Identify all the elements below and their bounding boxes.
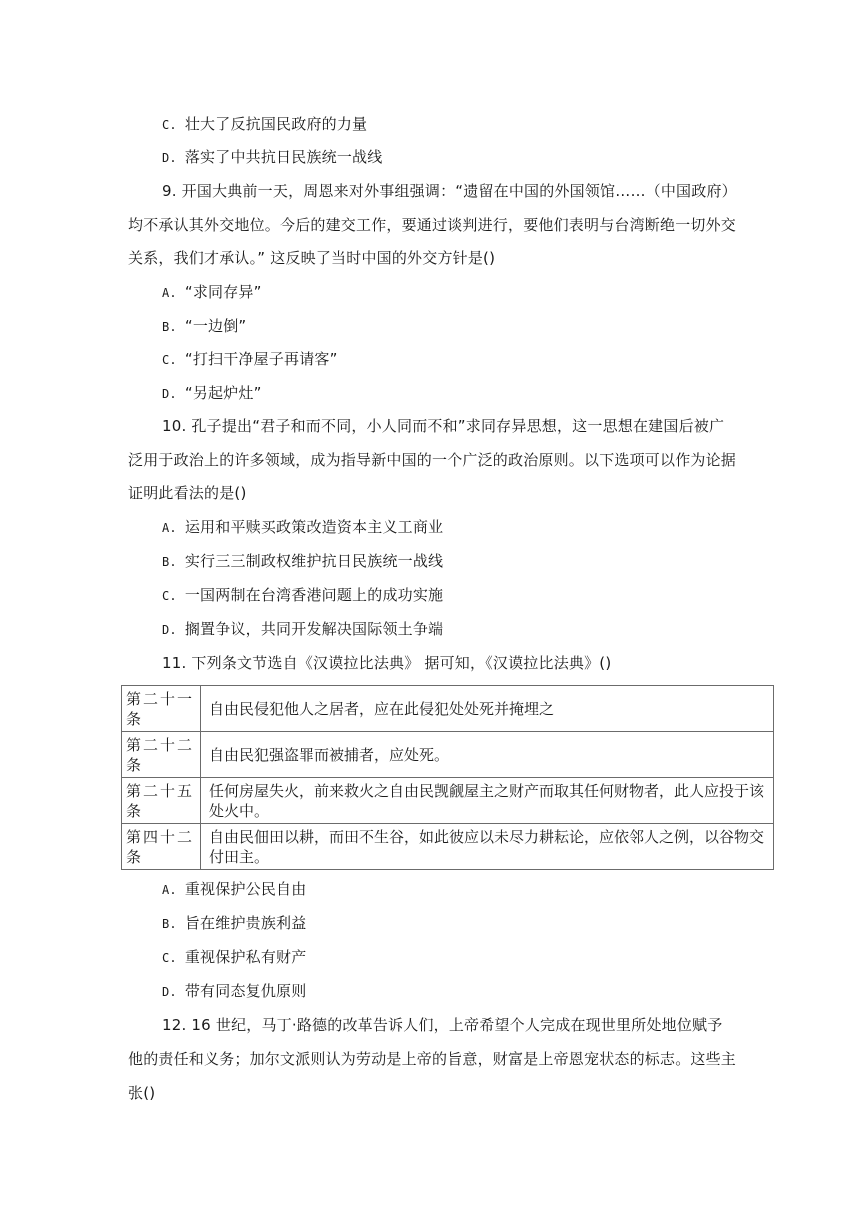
- article-number: 第四十二条: [122, 824, 201, 870]
- option-text: 一国两制在台湾香港问题上的成功实施: [184, 586, 444, 604]
- q9-option-c: [162, 349, 338, 370]
- option-label: A.: [162, 883, 177, 897]
- q11-stem: 11. 下列条文节选自《汉谟拉比法典》 据可知，《汉谟拉比法典》(): [162, 654, 612, 672]
- option-text: “求同存异”: [184, 283, 262, 301]
- q9-option-a: [162, 282, 262, 303]
- q10-stem-line-3: 证明此看法的是(): [128, 484, 247, 502]
- table-row: [122, 778, 774, 824]
- q11-option-a: [162, 879, 306, 900]
- q8-option-c: [162, 114, 367, 135]
- option-label: A.: [162, 286, 177, 300]
- article-text: 自由民侵犯他人之居者，应在此侵犯处处死并掩埋之: [201, 686, 774, 732]
- q9-option-d: [162, 383, 262, 404]
- q12-stem-line-3: 张(): [128, 1084, 156, 1102]
- option-text: 搁置争议，共同开发解决国际领土争端: [184, 620, 444, 638]
- q10-stem-line-1: 10. 孔子提出“君子和而不同，小人同而不和”求同存异思想，这一思想在建国后被广: [162, 417, 725, 435]
- q10-option-d: [162, 619, 443, 640]
- option-text: “另起炉灶”: [184, 384, 262, 402]
- q12-stem-line-2: 他的责任和义务；加尔文派则认为劳动是上帝的旨意，财富是上帝恩宠状态的标志。这些主: [128, 1050, 737, 1068]
- q10-stem-line-2: 泛用于政治上的许多领域，成为指导新中国的一个广泛的政治原则。以下选项可以作为论据: [128, 451, 737, 469]
- table-row: [122, 732, 774, 778]
- option-label: B.: [162, 555, 177, 569]
- article-text: 任何房屋失火，前来救火之自由民觊觎屋主之财产而取其任何财物者，此人应投于该处火中。: [201, 778, 774, 824]
- option-label: D.: [162, 151, 177, 165]
- option-text: “打扫干净屋子再请客”: [184, 350, 338, 368]
- article-number: 第二十一条: [122, 686, 201, 732]
- option-label: C.: [162, 353, 177, 367]
- option-text: 旨在维护贵族利益: [184, 914, 307, 932]
- option-text: 重视保护公民自由: [184, 880, 307, 898]
- option-label: D.: [162, 387, 177, 401]
- hammurabi-code-table: [121, 685, 774, 870]
- q9-stem-line-2: 均不承认其外交地位。今后的建交工作，要通过谈判进行，要他们表明与台湾断绝一切外交: [128, 216, 737, 234]
- q9-stem-line-3: 关系，我们才承认。” 这反映了当时中国的外交方针是(): [128, 249, 496, 267]
- option-label: B.: [162, 917, 177, 931]
- option-text: 重视保护私有财产: [184, 948, 307, 966]
- q10-option-c: [162, 585, 443, 606]
- table-row: [122, 824, 774, 870]
- q11-option-d: [162, 981, 306, 1002]
- option-label: C.: [162, 118, 177, 132]
- q12-stem-line-1: 12. 16 世纪，马丁·路德的改革告诉人们，上帝希望个人完成在现世里所处地位赋予: [162, 1016, 723, 1034]
- option-text: 实行三三制政权维护抗日民族统一战线: [184, 552, 444, 570]
- option-text: 壮大了反抗国民政府的力量: [184, 115, 368, 133]
- option-label: D.: [162, 985, 177, 999]
- option-label: C.: [162, 951, 177, 965]
- article-text: 自由民犯强盗罪而被捕者，应处死。: [201, 732, 774, 778]
- q11-option-b: [162, 913, 306, 934]
- option-label: C.: [162, 589, 177, 603]
- option-label: B.: [162, 320, 177, 334]
- article-number: 第二十二条: [122, 732, 201, 778]
- option-text: 运用和平赎买政策改造资本主义工商业: [184, 518, 444, 536]
- q11-option-c: [162, 947, 306, 968]
- q10-option-a: [162, 517, 443, 538]
- option-label: D.: [162, 623, 177, 637]
- q8-option-d: [162, 147, 382, 168]
- article-number: 第二十五条: [122, 778, 201, 824]
- q9-option-b: [162, 316, 246, 337]
- option-text: 带有同态复仇原则: [184, 982, 307, 1000]
- q10-option-b: [162, 551, 443, 572]
- option-text: “一边倒”: [184, 317, 247, 335]
- option-label: A.: [162, 521, 177, 535]
- q9-stem-line-1: 9. 开国大典前一天，周恩来对外事组强调：“遗留在中国的外国领馆……（中国政府）: [162, 182, 737, 200]
- article-text: 自由民佃田以耕，而田不生谷，如此彼应以未尽力耕耘论，应依邻人之例，以谷物交付田主。: [201, 824, 774, 870]
- option-text: 落实了中共抗日民族统一战线: [184, 148, 383, 166]
- table-row: [122, 686, 774, 732]
